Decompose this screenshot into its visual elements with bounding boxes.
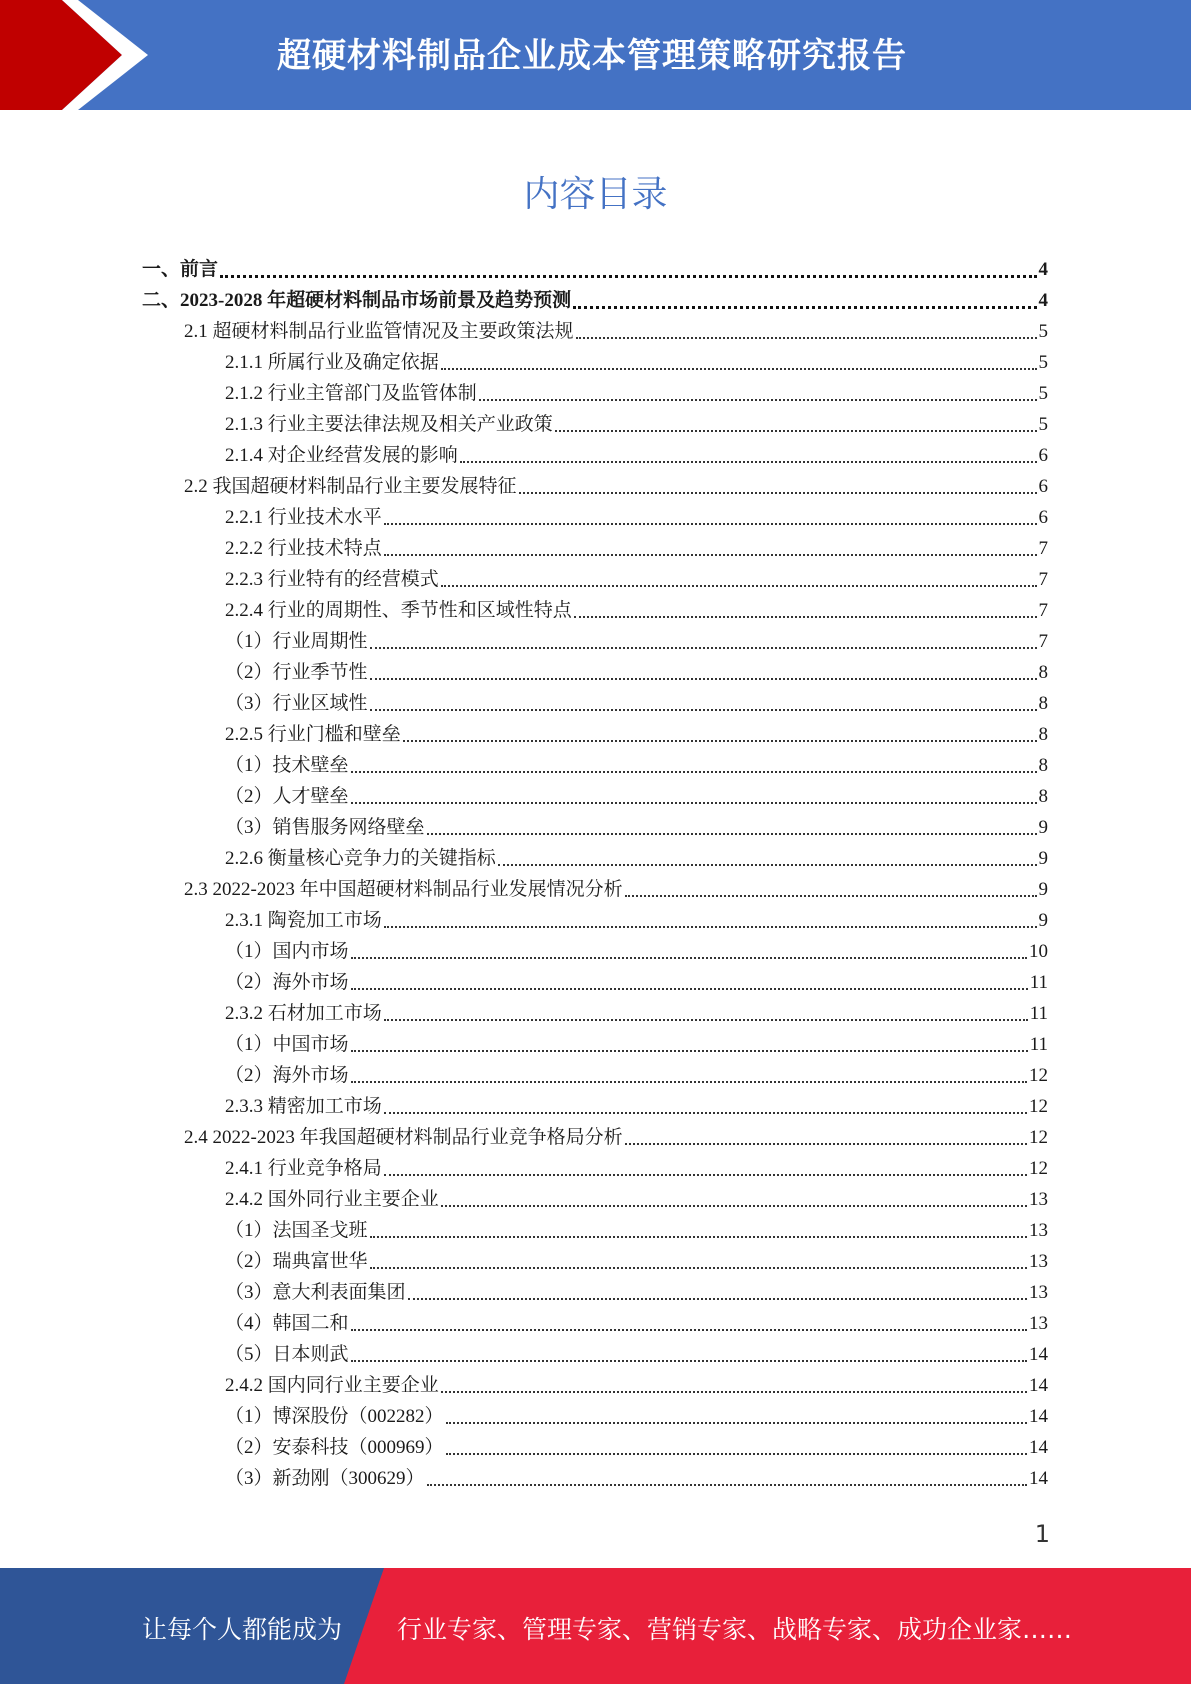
footer-slogan-left: 让每个人都能成为 xyxy=(142,1615,343,1644)
toc-leader-dots xyxy=(408,1297,1027,1300)
toc-entry[interactable] xyxy=(142,378,1048,409)
toc-entry-page: 14 xyxy=(1029,1375,1048,1396)
toc-entry-page: 8 xyxy=(1038,662,1048,683)
toc-entry-title: 2.2.2 行业技术特点 xyxy=(225,538,382,559)
toc-entry[interactable] xyxy=(142,657,1048,688)
toc-entry[interactable] xyxy=(142,1153,1048,1184)
toc-entry[interactable] xyxy=(142,719,1048,750)
toc-entry-page: 11 xyxy=(1029,1034,1048,1055)
toc-entry-page: 13 xyxy=(1029,1282,1048,1303)
toc-entry-page: 11 xyxy=(1029,1003,1048,1024)
toc-entry[interactable] xyxy=(142,843,1048,874)
toc-entry-title: 2.4.1 行业竞争格局 xyxy=(225,1158,382,1179)
toc-entry[interactable] xyxy=(142,967,1048,998)
toc-entry-title: 2.2.1 行业技术水平 xyxy=(225,507,382,528)
toc-entry[interactable] xyxy=(142,1215,1048,1246)
toc-entry-title: 2.1.2 行业主管部门及监管体制 xyxy=(225,383,477,404)
toc-entry-title: （3）新劲刚（300629） xyxy=(225,1468,425,1489)
toc-entry-page: 13 xyxy=(1029,1313,1048,1334)
toc-entry-page: 7 xyxy=(1038,538,1048,559)
toc-entry[interactable] xyxy=(142,471,1048,502)
toc-leader-dots xyxy=(351,1359,1027,1362)
toc-entry-title: （3）行业区域性 xyxy=(225,693,368,714)
toc-leader-dots xyxy=(370,1235,1027,1238)
toc-entry-page: 12 xyxy=(1029,1127,1048,1148)
toc-entry-title: （2）行业季节性 xyxy=(225,662,368,683)
toc-entry-page: 6 xyxy=(1038,445,1048,466)
toc-leader-dots xyxy=(384,1018,1028,1021)
toc-entry-page: 4 xyxy=(1038,259,1048,280)
toc-leader-dots xyxy=(576,336,1037,339)
toc-entry-page: 6 xyxy=(1038,507,1048,528)
toc-entry-page: 8 xyxy=(1038,693,1048,714)
toc-entry-page: 5 xyxy=(1038,414,1048,435)
toc-entry[interactable] xyxy=(142,781,1048,812)
toc-entry-page: 5 xyxy=(1038,352,1048,373)
toc-leader-dots xyxy=(446,1452,1027,1455)
toc-entry-page: 12 xyxy=(1029,1096,1048,1117)
toc-entry-page: 7 xyxy=(1038,569,1048,590)
toc-entry[interactable] xyxy=(142,905,1048,936)
toc-leader-dots xyxy=(519,491,1037,494)
toc-leader-dots xyxy=(625,894,1037,897)
toc-entry-title: 2.2 我国超硬材料制品行业主要发展特征 xyxy=(184,476,517,497)
toc-entry[interactable] xyxy=(142,1308,1048,1339)
toc-leader-dots xyxy=(555,429,1037,432)
toc-entry[interactable] xyxy=(142,750,1048,781)
toc-entry-page: 5 xyxy=(1038,321,1048,342)
toc-entry-page: 12 xyxy=(1029,1158,1048,1179)
toc-entry[interactable] xyxy=(142,409,1048,440)
toc-entry-page: 8 xyxy=(1038,786,1048,807)
header-banner xyxy=(0,0,1191,110)
toc-entry-title: 2.3.2 石材加工市场 xyxy=(225,1003,382,1024)
toc-entry-page: 12 xyxy=(1029,1065,1048,1086)
toc-entry[interactable] xyxy=(142,1060,1048,1091)
toc-entry-title: 2.3.3 精密加工市场 xyxy=(225,1096,382,1117)
toc-entry-title: （1）中国市场 xyxy=(225,1034,349,1055)
toc-entry-page: 7 xyxy=(1038,600,1048,621)
toc-leader-dots xyxy=(384,925,1037,928)
toc-leader-dots xyxy=(460,460,1037,463)
toc-entry-title: （2）安泰科技（000969） xyxy=(225,1437,444,1458)
toc-entry-page: 10 xyxy=(1029,941,1048,962)
toc-entry-page: 14 xyxy=(1029,1344,1048,1365)
footer-banner xyxy=(0,1568,1191,1684)
toc-entry-title: 2.2.3 行业特有的经营模式 xyxy=(225,569,439,590)
toc-entry-title: 2.1.1 所属行业及确定依据 xyxy=(225,352,439,373)
toc-entry-page: 5 xyxy=(1038,383,1048,404)
header-arrow-icon xyxy=(0,0,160,110)
toc-entry-title: （1）法国圣戈班 xyxy=(225,1220,368,1241)
toc-leader-dots xyxy=(427,832,1037,835)
toc-leader-dots xyxy=(574,615,1037,618)
toc-leader-dots xyxy=(446,1421,1027,1424)
toc-entry-title: 2.2.5 行业门槛和壁垒 xyxy=(225,724,401,745)
toc-entry-title: （2）人才壁垒 xyxy=(225,786,349,807)
toc-entry[interactable] xyxy=(142,564,1048,595)
toc-entry-title: 2.3.1 陶瓷加工市场 xyxy=(225,910,382,931)
toc-leader-dots xyxy=(370,1266,1027,1269)
toc-entry[interactable] xyxy=(142,440,1048,471)
toc-entry[interactable] xyxy=(142,812,1048,843)
toc-entry-page: 8 xyxy=(1038,724,1048,745)
toc-entry-title: （1）行业周期性 xyxy=(225,631,368,652)
toc-leader-dots xyxy=(573,305,1036,309)
toc-entry-title: （1）技术壁垒 xyxy=(225,755,349,776)
toc-entry[interactable] xyxy=(142,1029,1048,1060)
toc-leader-dots xyxy=(351,1328,1027,1331)
report-title: 超硬材料制品企业成本管理策略研究报告 xyxy=(277,36,907,76)
toc-entry-page: 9 xyxy=(1038,879,1048,900)
toc-entry[interactable] xyxy=(142,1339,1048,1370)
toc-entry[interactable] xyxy=(142,1370,1048,1401)
toc-entry-title: 2.1.3 行业主要法律法规及相关产业政策 xyxy=(225,414,553,435)
toc-leader-dots xyxy=(403,739,1037,742)
toc-entry[interactable] xyxy=(142,874,1048,905)
toc-entry-title: 2.3 2022-2023 年中国超硬材料制品行业发展情况分析 xyxy=(184,879,623,900)
toc-entry-page: 8 xyxy=(1038,755,1048,776)
toc-entry-title: （1）国内市场 xyxy=(225,941,349,962)
toc-entry[interactable] xyxy=(142,1432,1048,1463)
toc-entry-title: （1）博深股份（002282） xyxy=(225,1406,444,1427)
toc-entry[interactable] xyxy=(142,285,1048,316)
toc-entry-title: 2.2.4 行业的周期性、季节性和区域性特点 xyxy=(225,600,572,621)
toc-leader-dots xyxy=(351,770,1037,773)
toc-entry[interactable] xyxy=(142,1184,1048,1215)
toc-leader-dots xyxy=(441,367,1037,370)
toc-entry[interactable] xyxy=(142,595,1048,626)
toc-leader-dots xyxy=(384,522,1037,525)
toc-entry-title: （2）海外市场 xyxy=(225,1065,349,1086)
toc-entry-title: （3）销售服务网络壁垒 xyxy=(225,817,425,838)
toc-entry-title: 2.4 2022-2023 年我国超硬材料制品行业竞争格局分析 xyxy=(184,1127,623,1148)
toc-entry-page: 13 xyxy=(1029,1251,1048,1272)
toc-entry-page: 14 xyxy=(1029,1437,1048,1458)
toc-entry-title: 2.4.2 国内同行业主要企业 xyxy=(225,1375,439,1396)
toc-entry-title: 一、前言 xyxy=(142,259,219,280)
toc-entry-title: 2.2.6 衡量核心竞争力的关键指标 xyxy=(225,848,496,869)
table-of-contents xyxy=(142,254,1048,1494)
toc-leader-dots xyxy=(351,1049,1028,1052)
toc-entry-title: （3）意大利表面集团 xyxy=(225,1282,406,1303)
toc-leader-dots xyxy=(370,677,1037,680)
toc-entry-page: 4 xyxy=(1038,290,1048,311)
toc-leader-dots xyxy=(351,987,1028,990)
toc-leader-dots xyxy=(370,646,1037,649)
toc-entry[interactable] xyxy=(142,1091,1048,1122)
toc-entry-page: 9 xyxy=(1038,848,1048,869)
toc-entry-page: 14 xyxy=(1029,1468,1048,1489)
toc-leader-dots xyxy=(479,398,1037,401)
toc-leader-dots xyxy=(441,1390,1027,1393)
page-number: 1 xyxy=(1034,1520,1050,1548)
toc-entry-page: 14 xyxy=(1029,1406,1048,1427)
toc-leader-dots xyxy=(370,708,1037,711)
toc-entry-title: 二、2023-2028 年超硬材料制品市场前景及趋势预测 xyxy=(142,290,572,311)
toc-leader-dots xyxy=(625,1142,1027,1145)
toc-entry-title: 2.1 超硬材料制品行业监管情况及主要政策法规 xyxy=(184,321,574,342)
toc-entry[interactable] xyxy=(142,347,1048,378)
toc-entry[interactable] xyxy=(142,533,1048,564)
toc-leader-dots xyxy=(441,1204,1027,1207)
toc-entry-page: 6 xyxy=(1038,476,1048,497)
toc-entry-title: （2）瑞典富世华 xyxy=(225,1251,368,1272)
toc-leader-dots xyxy=(351,801,1037,804)
toc-entry[interactable] xyxy=(142,688,1048,719)
toc-entry-page: 13 xyxy=(1029,1220,1048,1241)
toc-entry-page: 9 xyxy=(1038,817,1048,838)
toc-entry[interactable] xyxy=(142,998,1048,1029)
toc-entry[interactable] xyxy=(142,316,1048,347)
toc-leader-dots xyxy=(351,956,1027,959)
toc-entry-title: （2）海外市场 xyxy=(225,972,349,993)
toc-entry-title: （5）日本则武 xyxy=(225,1344,349,1365)
toc-entry[interactable] xyxy=(142,626,1048,657)
toc-entry-title: 2.1.4 对企业经营发展的影响 xyxy=(225,445,458,466)
toc-leader-dots xyxy=(351,1080,1027,1083)
toc-entry-page: 13 xyxy=(1029,1189,1048,1210)
toc-leader-dots xyxy=(498,863,1037,866)
toc-leader-dots xyxy=(220,274,1036,278)
toc-heading: 内容目录 xyxy=(523,174,668,215)
toc-entry[interactable] xyxy=(142,1122,1048,1153)
toc-entry[interactable] xyxy=(142,1463,1048,1494)
toc-entry[interactable] xyxy=(142,254,1048,285)
toc-leader-dots xyxy=(441,584,1037,587)
toc-entry-title: （4）韩国二和 xyxy=(225,1313,349,1334)
toc-entry[interactable] xyxy=(142,1277,1048,1308)
toc-entry[interactable] xyxy=(142,1246,1048,1277)
toc-entry-page: 7 xyxy=(1038,631,1048,652)
toc-leader-dots xyxy=(427,1483,1027,1486)
toc-entry[interactable] xyxy=(142,1401,1048,1432)
toc-leader-dots xyxy=(384,1173,1027,1176)
toc-entry[interactable] xyxy=(142,936,1048,967)
footer-slogan-right: 行业专家、管理专家、营销专家、战略专家、成功企业家…… xyxy=(397,1615,1073,1644)
toc-entry-title: 2.4.2 国外同行业主要企业 xyxy=(225,1189,439,1210)
toc-entry-page: 11 xyxy=(1029,972,1048,993)
toc-entry-page: 9 xyxy=(1038,910,1048,931)
toc-leader-dots xyxy=(384,1111,1027,1114)
toc-entry[interactable] xyxy=(142,502,1048,533)
toc-leader-dots xyxy=(384,553,1037,556)
